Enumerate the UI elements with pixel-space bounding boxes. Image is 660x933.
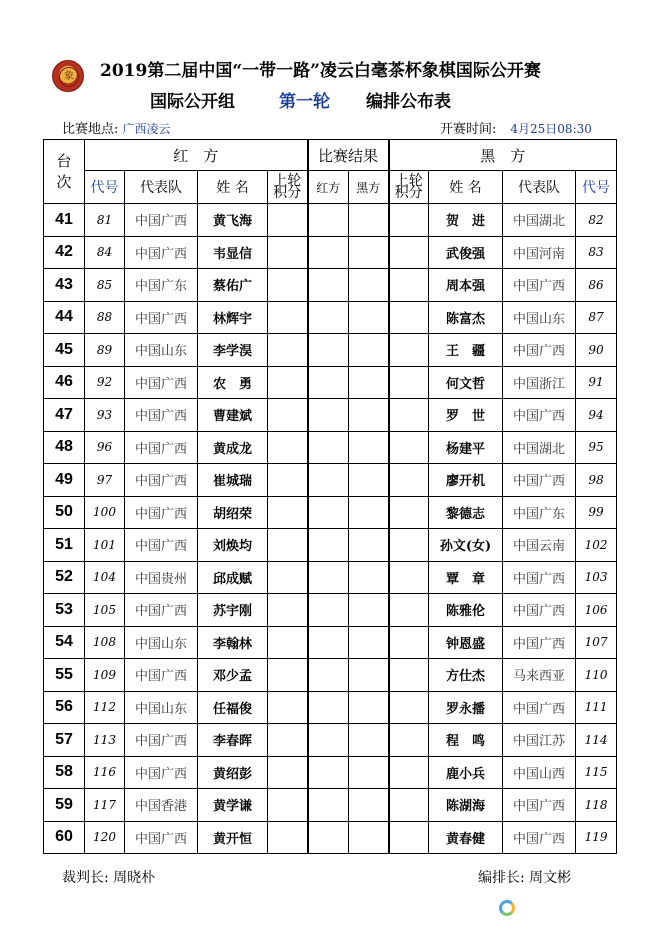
result-red [308,236,349,269]
header-result-red: 红方 [308,171,349,204]
red-code: 96 [85,431,125,464]
board-number: 48 [44,431,85,464]
black-prev-score [389,756,429,789]
red-name: 黄飞海 [198,204,268,237]
table-row [44,496,617,529]
black-prev-score [389,431,429,464]
black-prev-score [389,301,429,334]
red-team: 中国贵州 [125,561,198,594]
red-code: 113 [85,724,125,757]
black-team: 中国江苏 [503,724,576,757]
red-code: 117 [85,789,125,822]
result-red [308,399,349,432]
result-black [349,301,389,334]
black-prev-score [389,204,429,237]
red-prev-score [268,334,308,367]
red-name: 李春晖 [198,724,268,757]
result-black [349,756,389,789]
result-red [308,301,349,334]
board-number: 45 [44,334,85,367]
black-prev-score [389,399,429,432]
result-black [349,626,389,659]
red-team: 中国广西 [125,756,198,789]
table-row [44,789,617,822]
red-code: 88 [85,301,125,334]
red-team: 中国山东 [125,626,198,659]
table-row [44,431,617,464]
black-team: 中国山西 [503,756,576,789]
black-prev-score [389,821,429,854]
board-number: 57 [44,724,85,757]
black-prev-score [389,691,429,724]
document-title: 2019第二届中国“一带一路”凌云白毫茶杯象棋国际公开赛 [100,61,541,81]
red-code: 92 [85,366,125,399]
black-prev-score [389,464,429,497]
red-team: 中国广西 [125,366,198,399]
black-code: 106 [576,594,617,627]
board-number: 44 [44,301,85,334]
table-row [44,724,617,757]
red-prev-score [268,204,308,237]
black-team: 中国广西 [503,821,576,854]
red-prev-score [268,399,308,432]
result-black [349,659,389,692]
red-code: 101 [85,529,125,562]
black-code: 83 [576,236,617,269]
result-red [308,529,349,562]
black-name: 孙文(女) [429,529,503,562]
result-red [308,561,349,594]
black-code: 118 [576,789,617,822]
venue-value: 广西凌云 [122,122,171,136]
black-name: 黎德志 [429,496,503,529]
chief-referee: 裁判长: 周晓朴 [62,870,156,886]
board-number: 59 [44,789,85,822]
black-code: 95 [576,431,617,464]
red-prev-score [268,431,308,464]
black-name: 钟恩盛 [429,626,503,659]
red-name: 李学淏 [198,334,268,367]
black-code: 99 [576,496,617,529]
result-red [308,204,349,237]
venue-label: 比赛地点: [62,122,119,137]
black-name: 廖开机 [429,464,503,497]
red-prev-score [268,366,308,399]
header-red-name: 姓 名 [198,171,268,204]
black-code: 87 [576,301,617,334]
document-subtitle [150,87,451,112]
black-code: 82 [576,204,617,237]
red-prev-score [268,464,308,497]
black-code: 110 [576,659,617,692]
red-name: 黄成龙 [198,431,268,464]
header-black-side: 黑 方 [389,140,617,171]
black-team: 中国广西 [503,334,576,367]
black-name: 鹿小兵 [429,756,503,789]
group-name: 国际公开组 [150,92,235,112]
result-black [349,431,389,464]
result-red [308,659,349,692]
black-name: 陈湖海 [429,789,503,822]
black-name: 罗 世 [429,399,503,432]
red-team: 中国广西 [125,236,198,269]
red-name: 邱成赋 [198,561,268,594]
doc-type: 编排公布表 [366,92,451,112]
red-prev-score [268,789,308,822]
venue-line [62,118,171,137]
result-red [308,366,349,399]
black-prev-score [389,561,429,594]
black-team: 中国湖北 [503,431,576,464]
black-code: 119 [576,821,617,854]
black-name: 周本强 [429,269,503,302]
red-prev-score [268,594,308,627]
red-team: 中国广西 [125,724,198,757]
black-prev-score [389,789,429,822]
black-name: 何文哲 [429,366,503,399]
event-logo-icon [52,60,84,92]
board-number: 46 [44,366,85,399]
black-team: 中国广东 [503,496,576,529]
black-name: 覃 章 [429,561,503,594]
red-code: 105 [85,594,125,627]
red-name: 刘焕均 [198,529,268,562]
table-row [44,301,617,334]
result-black [349,594,389,627]
black-prev-score [389,659,429,692]
black-name: 方仕杰 [429,659,503,692]
result-black [349,269,389,302]
table-row [44,464,617,497]
black-code: 115 [576,756,617,789]
result-black [349,496,389,529]
round-name: 第一轮 [279,92,330,112]
red-name: 崔城瑞 [198,464,268,497]
black-code: 91 [576,366,617,399]
black-prev-score [389,529,429,562]
table-row [44,529,617,562]
black-prev-score [389,724,429,757]
red-code: 84 [85,236,125,269]
result-red [308,334,349,367]
black-name: 程 鸣 [429,724,503,757]
black-code: 103 [576,561,617,594]
red-prev-score [268,236,308,269]
black-team: 中国广西 [503,399,576,432]
red-team: 中国广西 [125,594,198,627]
board-number: 52 [44,561,85,594]
result-red [308,724,349,757]
result-red [308,626,349,659]
time-label: 开赛时间: [440,122,497,137]
red-name: 胡绍荣 [198,496,268,529]
red-code: 112 [85,691,125,724]
header-black-code: 代号 [576,171,617,204]
result-red [308,269,349,302]
pairing-table [43,139,617,854]
black-name: 王 疆 [429,334,503,367]
black-code: 86 [576,269,617,302]
red-team: 中国广西 [125,431,198,464]
red-code: 108 [85,626,125,659]
black-team: 马来西亚 [503,659,576,692]
red-prev-score [268,529,308,562]
board-number: 58 [44,756,85,789]
board-number: 54 [44,626,85,659]
black-team: 中国浙江 [503,366,576,399]
red-name: 黄开恒 [198,821,268,854]
black-team: 中国湖北 [503,204,576,237]
result-black [349,691,389,724]
red-code: 100 [85,496,125,529]
header-red-prev-score: 上轮 积分 [268,171,308,204]
black-team: 中国河南 [503,236,576,269]
board-number: 53 [44,594,85,627]
red-code: 93 [85,399,125,432]
table-row [44,334,617,367]
red-name: 农 勇 [198,366,268,399]
table-row [44,691,617,724]
black-code: 94 [576,399,617,432]
black-team: 中国山东 [503,301,576,334]
black-team: 中国广西 [503,691,576,724]
red-team: 中国广西 [125,301,198,334]
red-prev-score [268,626,308,659]
header-result-black: 黑方 [349,171,389,204]
black-code: 90 [576,334,617,367]
result-red [308,496,349,529]
board-number: 49 [44,464,85,497]
table-row [44,269,617,302]
black-code: 114 [576,724,617,757]
table-row [44,594,617,627]
red-code: 116 [85,756,125,789]
red-name: 韦显信 [198,236,268,269]
red-name: 蔡佑广 [198,269,268,302]
result-red [308,756,349,789]
black-prev-score [389,236,429,269]
table-row [44,561,617,594]
red-team: 中国香港 [125,789,198,822]
header-black-prev-score: 上轮 积分 [389,171,429,204]
board-number: 51 [44,529,85,562]
result-black [349,724,389,757]
red-prev-score [268,496,308,529]
red-name: 苏宇刚 [198,594,268,627]
red-prev-score [268,724,308,757]
black-team: 中国广西 [503,464,576,497]
result-red [308,464,349,497]
red-prev-score [268,659,308,692]
table-row [44,756,617,789]
red-team: 中国广西 [125,496,198,529]
black-code: 102 [576,529,617,562]
header-red-code: 代号 [85,171,125,204]
chief-arranger: 编排长: 周文彬 [478,870,572,886]
red-name: 曹建斌 [198,399,268,432]
red-code: 81 [85,204,125,237]
time-line [440,118,592,137]
result-black [349,204,389,237]
red-prev-score [268,269,308,302]
red-team: 中国广西 [125,399,198,432]
header-round-number: 台 次 [44,140,85,204]
red-team: 中国广西 [125,529,198,562]
result-red [308,594,349,627]
black-team: 中国广西 [503,269,576,302]
black-prev-score [389,626,429,659]
black-code: 98 [576,464,617,497]
result-black [349,529,389,562]
black-prev-score [389,334,429,367]
table-row [44,626,617,659]
board-number: 50 [44,496,85,529]
result-black [349,789,389,822]
red-prev-score [268,821,308,854]
black-prev-score [389,496,429,529]
result-black [349,561,389,594]
result-black [349,821,389,854]
result-black [349,334,389,367]
red-team: 中国广西 [125,204,198,237]
result-red [308,789,349,822]
board-number: 43 [44,269,85,302]
board-number: 47 [44,399,85,432]
board-number: 41 [44,204,85,237]
header-result: 比赛结果 [308,140,389,171]
black-name: 杨建平 [429,431,503,464]
red-code: 85 [85,269,125,302]
red-code: 104 [85,561,125,594]
red-team: 中国广西 [125,659,198,692]
result-red [308,431,349,464]
header-red-side: 红 方 [85,140,308,171]
black-prev-score [389,269,429,302]
header-red-team: 代表队 [125,171,198,204]
result-red [308,821,349,854]
black-team: 中国云南 [503,529,576,562]
red-code: 120 [85,821,125,854]
table-row [44,821,617,854]
result-black [349,464,389,497]
result-black [349,366,389,399]
watermark-icon [499,900,515,916]
red-prev-score [268,756,308,789]
red-team: 中国广东 [125,269,198,302]
table-row [44,204,617,237]
red-prev-score [268,561,308,594]
red-name: 黄绍彭 [198,756,268,789]
red-name: 黄学谦 [198,789,268,822]
black-prev-score [389,366,429,399]
red-name: 林辉宇 [198,301,268,334]
logo-char: 象 [59,67,79,87]
black-team: 中国广西 [503,594,576,627]
black-name: 陈雅伦 [429,594,503,627]
red-team: 中国广西 [125,464,198,497]
black-code: 107 [576,626,617,659]
red-code: 89 [85,334,125,367]
red-prev-score [268,301,308,334]
table-row [44,659,617,692]
table-row [44,236,617,269]
black-name: 罗永播 [429,691,503,724]
black-team: 中国广西 [503,626,576,659]
red-team: 中国山东 [125,334,198,367]
result-red [308,691,349,724]
board-number: 42 [44,236,85,269]
board-number: 55 [44,659,85,692]
red-name: 邓少孟 [198,659,268,692]
time-value: 4月25日08:30 [510,122,592,136]
red-name: 任福俊 [198,691,268,724]
result-black [349,399,389,432]
table-row [44,366,617,399]
black-name: 陈富杰 [429,301,503,334]
black-team: 中国广西 [503,561,576,594]
header-black-name: 姓 名 [429,171,503,204]
black-prev-score [389,594,429,627]
red-team: 中国广西 [125,821,198,854]
red-team: 中国山东 [125,691,198,724]
header-black-team: 代表队 [503,171,576,204]
red-prev-score [268,691,308,724]
black-code: 111 [576,691,617,724]
board-number: 60 [44,821,85,854]
red-code: 97 [85,464,125,497]
result-black [349,236,389,269]
board-number: 56 [44,691,85,724]
black-name: 贺 进 [429,204,503,237]
red-code: 109 [85,659,125,692]
red-name: 李翰林 [198,626,268,659]
black-team: 中国广西 [503,789,576,822]
black-name: 武俊强 [429,236,503,269]
table-row [44,399,617,432]
black-name: 黄春健 [429,821,503,854]
